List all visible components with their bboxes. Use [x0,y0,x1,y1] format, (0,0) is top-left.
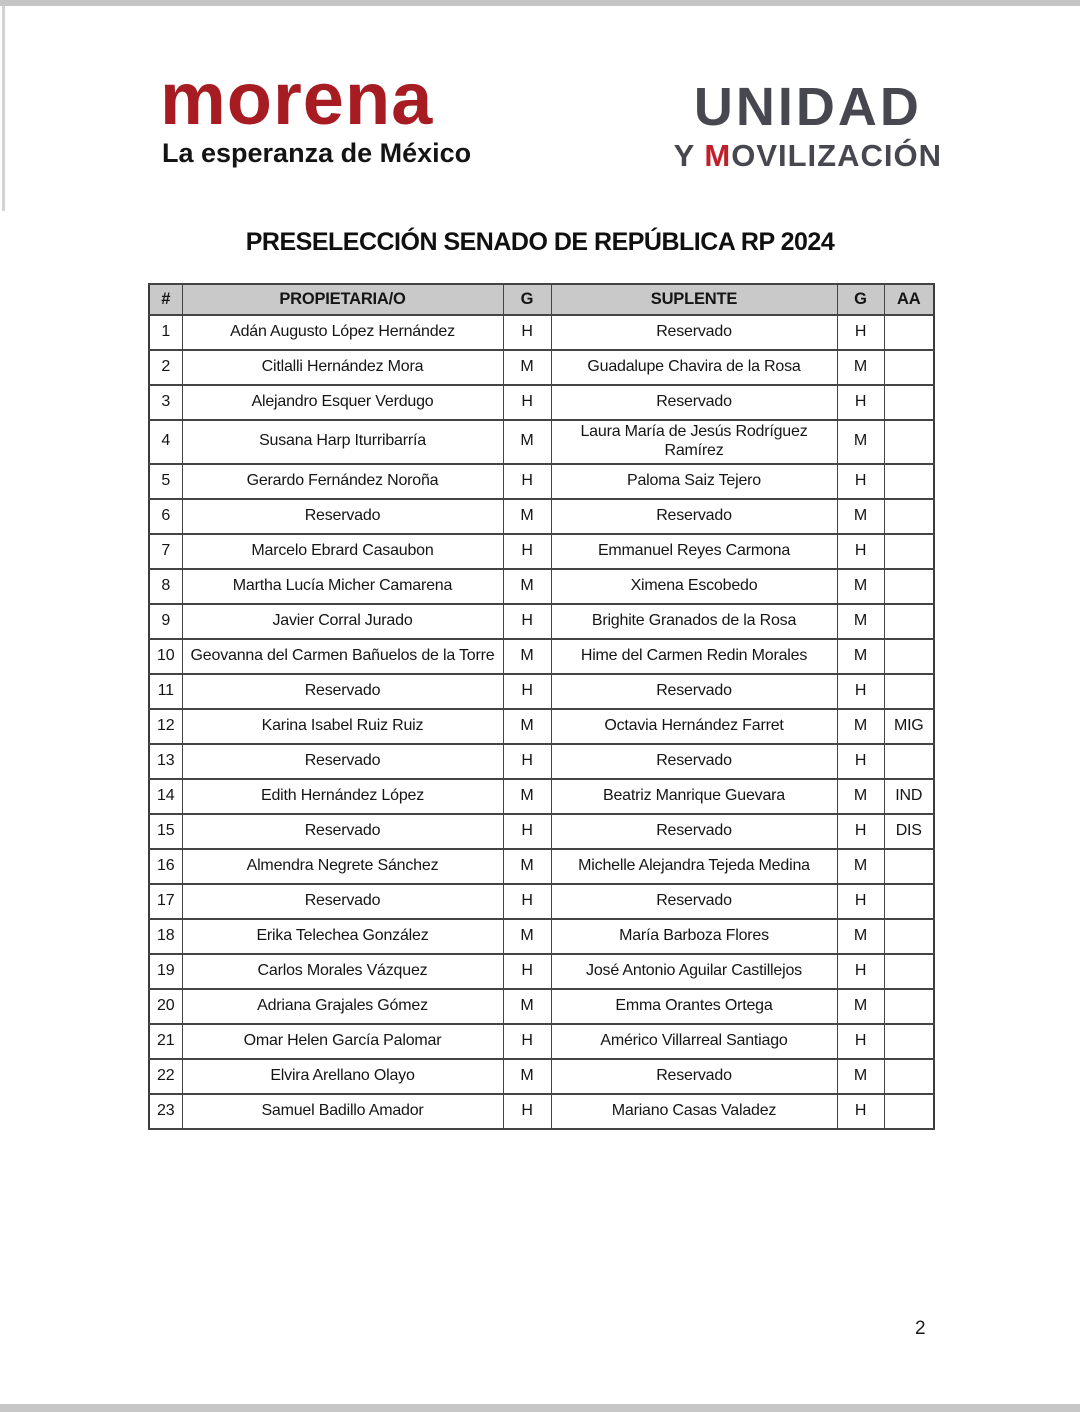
cell-gender-1: H [503,385,551,420]
cell-suplente: Guadalupe Chavira de la Rosa [551,350,837,385]
cell-aa [884,350,934,385]
cell-aa [884,674,934,709]
scan-edge-left [2,6,5,211]
header-cell-suplente: SUPLENTE [551,284,837,315]
cell-propietaria: Geovanna del Carmen Bañuelos de la Torre [182,639,503,674]
cell-suplente: María Barboza Flores [551,919,837,954]
cell-suplente: Laura María de Jesús Rodríguez Ramírez [551,420,837,464]
cell-suplente: Brighite Granados de la Rosa [551,604,837,639]
cell-gender-1: H [503,954,551,989]
table-row [149,814,934,849]
unidad-movilizacion-logo [673,77,942,173]
cell-aa [884,420,934,464]
cell-suplente: Michelle Alejandra Tejeda Medina [551,849,837,884]
cell-gender-1: M [503,779,551,814]
cell-number: 8 [149,569,182,604]
header-cell-gender-1: G [503,284,551,315]
cell-gender-2: M [837,709,884,744]
header-cell-aa: AA [884,284,934,315]
cell-propietaria: Adán Augusto López Hernández [182,315,503,350]
cell-aa [884,919,934,954]
cell-propietaria: Reservado [182,814,503,849]
unidad-logo-line2 [674,140,942,171]
cell-gender-1: H [503,884,551,919]
cell-propietaria: Susana Harp Iturribarría [182,420,503,464]
cell-propietaria: Reservado [182,499,503,534]
cell-propietaria: Reservado [182,744,503,779]
unidad-logo-line1: UNIDAD [693,77,922,137]
cell-aa [884,464,934,499]
cell-number: 3 [149,385,182,420]
cell-number: 6 [149,499,182,534]
header-cell-propietaria: PROPIETARIA/O [182,284,503,315]
cell-gender-2: H [837,814,884,849]
cell-aa [884,499,934,534]
cell-gender-2: M [837,989,884,1024]
cell-suplente: Mariano Casas Valadez [551,1094,837,1129]
cell-gender-2: M [837,350,884,385]
cell-gender-2: M [837,499,884,534]
cell-gender-2: H [837,464,884,499]
cell-gender-1: M [503,420,551,464]
cell-gender-2: H [837,315,884,350]
cell-gender-1: H [503,315,551,350]
morena-tagline: La esperanza de México [162,138,472,168]
cell-gender-1: H [503,604,551,639]
cell-gender-1: M [503,1059,551,1094]
cell-suplente: Emma Orantes Ortega [551,989,837,1024]
cell-propietaria: Almendra Negrete Sánchez [182,849,503,884]
header-cell-number: # [149,284,182,315]
cell-gender-1: M [503,989,551,1024]
morena-logo [160,57,472,169]
cell-gender-2: H [837,1094,884,1129]
cell-suplente: Octavia Hernández Farret [551,709,837,744]
cell-gender-1: H [503,464,551,499]
cell-number: 2 [149,350,182,385]
cell-number: 15 [149,814,182,849]
cell-number: 4 [149,420,182,464]
cell-gender-1: M [503,849,551,884]
cell-suplente: Reservado [551,1059,837,1094]
table-row [149,709,934,744]
cell-suplente: Reservado [551,385,837,420]
cell-gender-2: M [837,919,884,954]
cell-suplente: Reservado [551,499,837,534]
cell-aa [884,849,934,884]
unidad-line2-m-red: M [704,138,732,173]
header-cell-gender-2: G [837,284,884,315]
cell-gender-2: M [837,849,884,884]
cell-aa [884,954,934,989]
table-row [149,954,934,989]
scan-edge-top [0,0,1080,6]
table-row [149,499,934,534]
cell-gender-1: H [503,674,551,709]
cell-gender-2: M [837,420,884,464]
cell-gender-1: M [503,499,551,534]
cell-suplente: Reservado [551,744,837,779]
cell-propietaria: Omar Helen García Palomar [182,1024,503,1059]
table-row [149,315,934,350]
page-number: 2 [915,1318,926,1339]
table-row [149,744,934,779]
cell-number: 12 [149,709,182,744]
unidad-line2-prefix: Y [673,138,705,173]
table-row [149,919,934,954]
cell-gender-2: M [837,1059,884,1094]
cell-aa [884,534,934,569]
cell-number: 17 [149,884,182,919]
cell-gender-1: H [503,534,551,569]
cell-gender-1: H [503,1024,551,1059]
cell-gender-1: M [503,639,551,674]
cell-propietaria: Reservado [182,674,503,709]
unidad-line2-rest: OVILIZACIÓN [731,138,942,173]
table-row [149,1094,934,1129]
cell-aa [884,1024,934,1059]
cell-suplente: Paloma Saiz Tejero [551,464,837,499]
table-row [149,849,934,884]
cell-number: 23 [149,1094,182,1129]
cell-gender-1: M [503,919,551,954]
cell-aa: IND [884,779,934,814]
table-row [149,350,934,385]
cell-propietaria: Marcelo Ebrard Casaubon [182,534,503,569]
cell-propietaria: Edith Hernández López [182,779,503,814]
table-body [149,315,934,1129]
table-row [149,884,934,919]
cell-propietaria: Martha Lucía Micher Camarena [182,569,503,604]
cell-suplente: Américo Villarreal Santiago [551,1024,837,1059]
cell-gender-2: M [837,779,884,814]
cell-aa [884,385,934,420]
candidates-table [148,283,935,1130]
cell-number: 9 [149,604,182,639]
cell-suplente: Hime del Carmen Redin Morales [551,639,837,674]
cell-number: 20 [149,989,182,1024]
table-row [149,1024,934,1059]
cell-aa [884,315,934,350]
cell-propietaria: Citlalli Hernández Mora [182,350,503,385]
table-row [149,674,934,709]
cell-gender-2: M [837,569,884,604]
table-row [149,569,934,604]
table-row [149,385,934,420]
cell-gender-1: M [503,350,551,385]
cell-number: 5 [149,464,182,499]
morena-wordmark: morena [160,57,434,140]
cell-number: 13 [149,744,182,779]
cell-aa: MIG [884,709,934,744]
cell-propietaria: Gerardo Fernández Noroña [182,464,503,499]
cell-gender-2: M [837,639,884,674]
cell-aa [884,989,934,1024]
cell-gender-2: H [837,744,884,779]
cell-aa [884,569,934,604]
cell-aa [884,884,934,919]
page-title: PRESELECCIÓN SENADO DE REPÚBLICA RP 2024 [245,228,835,256]
cell-suplente: José Antonio Aguilar Castillejos [551,954,837,989]
cell-propietaria: Elvira Arellano Olayo [182,1059,503,1094]
cell-gender-2: H [837,1024,884,1059]
cell-propietaria: Erika Telechea González [182,919,503,954]
cell-propietaria: Reservado [182,884,503,919]
cell-gender-2: M [837,604,884,639]
cell-number: 14 [149,779,182,814]
cell-number: 1 [149,315,182,350]
cell-propietaria: Carlos Morales Vázquez [182,954,503,989]
cell-number: 19 [149,954,182,989]
cell-suplente: Reservado [551,674,837,709]
cell-propietaria: Adriana Grajales Gómez [182,989,503,1024]
cell-suplente: Reservado [551,315,837,350]
cell-aa [884,604,934,639]
cell-gender-2: H [837,385,884,420]
cell-suplente: Reservado [551,884,837,919]
cell-gender-1: H [503,1094,551,1129]
table-row [149,639,934,674]
cell-propietaria: Samuel Badillo Amador [182,1094,503,1129]
table-row [149,534,934,569]
cell-aa [884,1059,934,1094]
cell-gender-2: H [837,674,884,709]
table-row [149,989,934,1024]
cell-aa [884,1094,934,1129]
cell-gender-2: H [837,884,884,919]
cell-suplente: Beatriz Manrique Guevara [551,779,837,814]
cell-aa: DIS [884,814,934,849]
cell-propietaria: Alejandro Esquer Verdugo [182,385,503,420]
table-header-row [149,284,934,315]
cell-number: 7 [149,534,182,569]
cell-number: 18 [149,919,182,954]
cell-propietaria: Karina Isabel Ruiz Ruiz [182,709,503,744]
cell-number: 22 [149,1059,182,1094]
cell-gender-1: M [503,709,551,744]
cell-gender-1: H [503,744,551,779]
table-row [149,779,934,814]
scan-edge-bottom [0,1404,1080,1412]
cell-number: 10 [149,639,182,674]
cell-gender-1: H [503,814,551,849]
cell-suplente: Ximena Escobedo [551,569,837,604]
cell-number: 21 [149,1024,182,1059]
cell-gender-2: H [837,534,884,569]
cell-suplente: Reservado [551,814,837,849]
cell-gender-1: M [503,569,551,604]
cell-gender-2: H [837,954,884,989]
cell-number: 11 [149,674,182,709]
table-row [149,604,934,639]
cell-number: 16 [149,849,182,884]
table-row [149,420,934,464]
cell-propietaria: Javier Corral Jurado [182,604,503,639]
cell-aa [884,639,934,674]
cell-suplente: Emmanuel Reyes Carmona [551,534,837,569]
table-row [149,1059,934,1094]
table-row [149,464,934,499]
cell-aa [884,744,934,779]
